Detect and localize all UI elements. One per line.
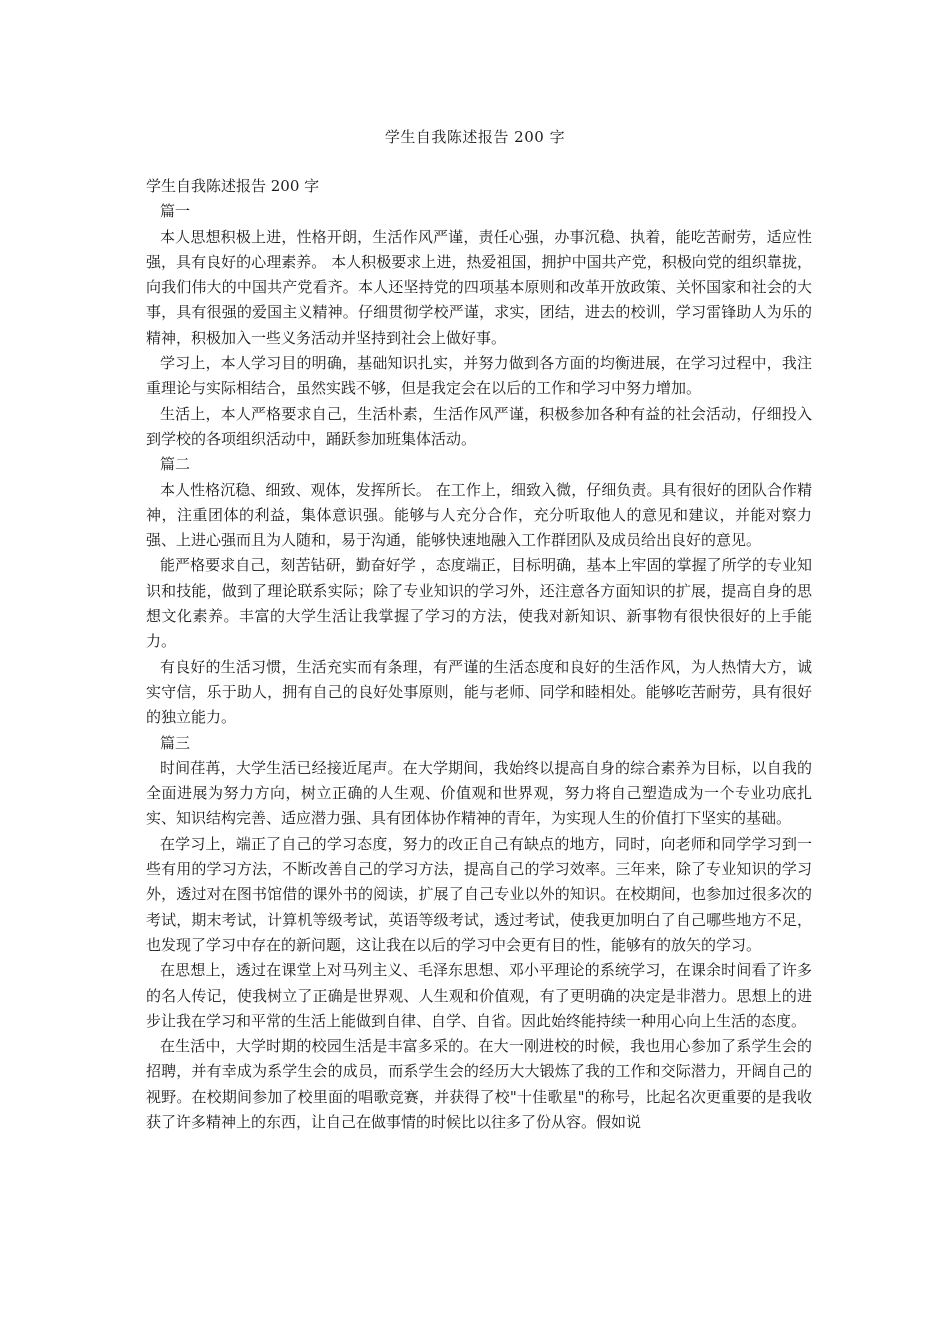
paragraph: 时间荏苒，大学生活已经接近尾声。在大学期间，我始终以提高自身的综合素养为目标，以自我的全面进展为努力方向，树立正确的人生观、价值观和世界观，努力将自己塑造成为一个专业功底扎实、知识结构完善、适应潜力强、具有团体协作精神的青年，为实现人生的价值打下坚实的基础。 — [146, 758, 812, 828]
section-label-3: 篇三 — [160, 733, 191, 752]
paragraph: 生活上，本人严格要求自己，生活朴素，生活作风严谨，积极参加各种有益的社会活动，仔细投入到学校的各项组织活动中，踊跃参加班集体活动。 — [146, 404, 812, 448]
document-subtitle: 学生自我陈述报告 200 字 — [146, 177, 320, 195]
paragraph: 能严格要求自己，刻苦钻研，勤奋好学 ，态度端正，目标明确，基本上牢固的掌握了所学的专业知识和技能，做到了理论联系实际；除了专业知识的学习外，还注意各方面知识的扩展，提高自身的思想文化素养。丰富的大学生活让我掌握了学习的方法，使我对新知识、新事物有很快很好的上手能力。 — [146, 556, 812, 651]
paragraph: 在生活中，大学时期的校园生活是丰富多采的。在大一刚进校的时候，我也用心参加了系学生会的招聘，并有幸成为系学生会的成员，而系学生会的经历大大锻炼了我的工作和交际潜力，开阔自己的视野。在校期间参加了校里面的唱歌竞赛，并获得了校"十佳歌星"的称号，比起名次更重要的是我收获了许多精神上的东西，让自己在做事情的时候比以往多了份从容。假如说 — [146, 1037, 812, 1131]
document-body — [146, 174, 812, 1135]
paragraph: 在思想上，透过在课堂上对马列主义、毛泽东思想、邓小平理论的系统学习，在课余时间看了许多的名人传记，使我树立了正确是世界观、人生观和价值观，有了更明确的决定是非潜力。思想上的进步让我在学习和平常的生活上能做到自律、自学、自省。因此始终能持续一种用心向上生活的态度。 — [146, 961, 812, 1030]
paragraph: 有良好的生活习惯，生活充实而有条理，有严谨的生活态度和良好的生活作风，为人热情大方，诚实守信，乐于助人，拥有自己的良好处事原则，能与老师、同学和睦相处。能够吃苦耐劳，具有很好的独立能力。 — [146, 657, 812, 727]
section-label-2: 篇二 — [160, 455, 191, 474]
paragraph: 本人性格沉稳、细致、观体，发挥所长。 在工作上，细致入微，仔细负责。具有很好的团队合作精神，注重团体的利益，集体意识强。能够与人充分合作，充分听取他人的意见和建议，并能对察力强、上进心强而且为人随和，易于沟通，能够快速地融入工作群团队及成员给出良好的意见。 — [146, 480, 812, 550]
paragraph: 学习上，本人学习目的明确，基础知识扎实，并努力做到各方面的均衡进展，在学习过程中，我注重理论与实际相结合，虽然实践不够，但是我定会在以后的工作和学习中努力增加。 — [146, 354, 812, 398]
section-label-1: 篇一 — [160, 202, 191, 221]
paragraph: 本人思想积极上进，性格开朗，生活作风严谨，责任心强，办事沉稳、执着，能吃苦耐劳，适应性强，具有良好的心理素养。 本人积极要求上进，热爱祖国，拥护中国共产党，积极向党的组织靠拢，向我们伟大的中国共产党看齐。本人还坚持党的四项基本原则和改革开放政策、关怀国家和社会的大事，具有很强的爱国主义精神。仔细贯彻学校严谨，求实，团结，进去的校训，学习雷锋助人为乐的精神，积极加入一些义务活动并坚持到社会上做好事。 — [146, 227, 812, 347]
paragraph: 在学习上，端正了自己的学习态度，努力的改正自己有缺点的地方，同时，向老师和同学学习到一些有用的学习方法，不断改善自己的学习方法，提高自己的学习效率。三年来，除了专业知识的学习外，透过对在图书馆借的课外书的阅读，扩展了自己专业以外的知识。在校期间，也参加过很多次的考试，期末考试，计算机等级考试，英语等级考试，透过考试，使我更加明白了自己哪些地方不足，也发现了学习中存在的新问题，这让我在以后的学习中会更有目的性，能够有的放矢的学习。 — [146, 834, 812, 954]
document-title: 学生自我陈述报告 200 字 — [384, 128, 566, 146]
